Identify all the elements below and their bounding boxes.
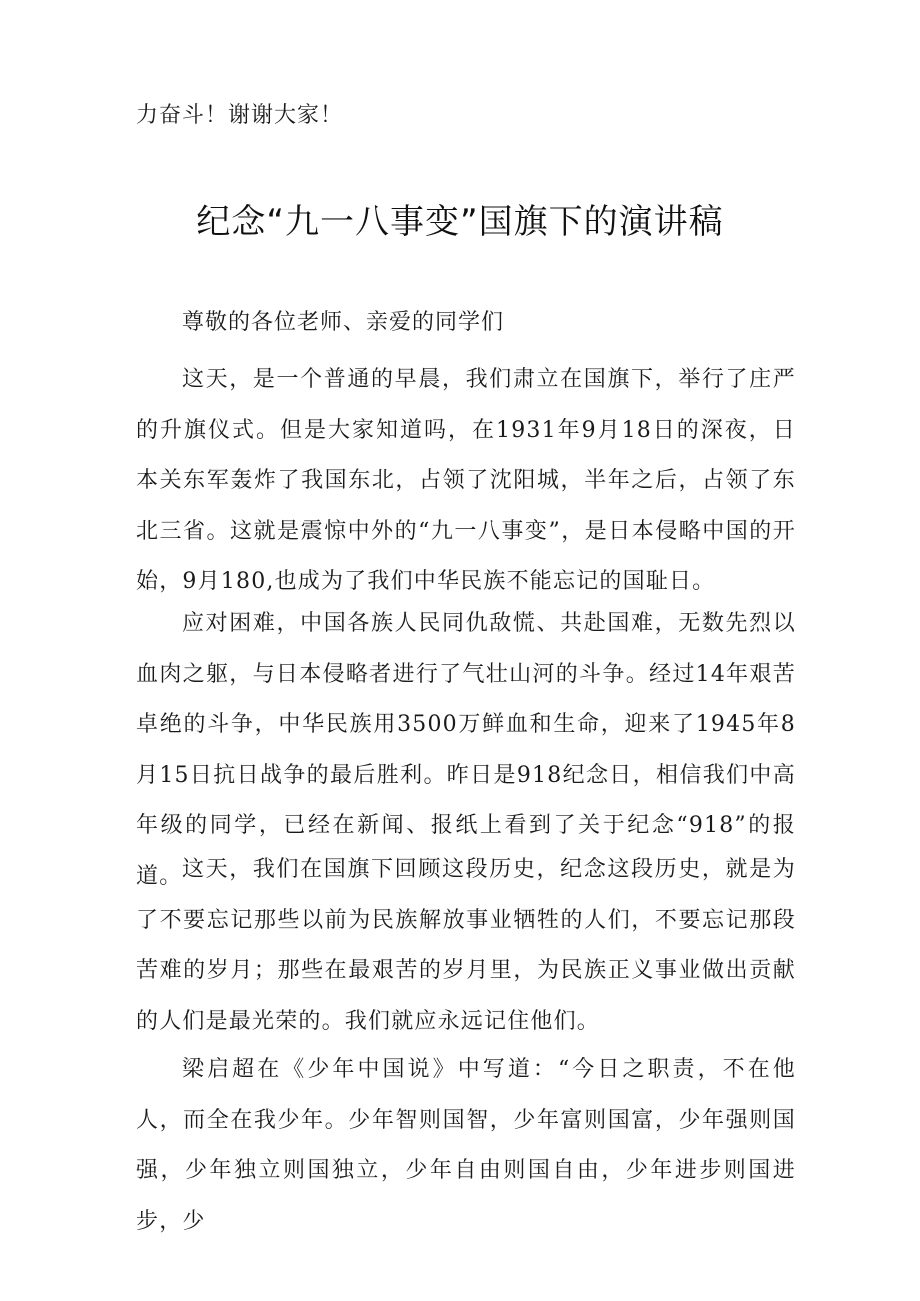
salutation: 尊敬的各位老师、亲爱的同学们: [182, 310, 505, 335]
paragraph: 这天，我们在国旗下回顾这段历史，纪念这段历史，就是为了不要忘记那些以前为民族解放事业牺牲的人们，不要忘记那段苦难的岁月；那些在最艰苦的岁月里，为民族正义事业做出贡献的人们是最光荣的。我们就应永远记住他们。: [136, 857, 796, 1034]
paragraph: 梁启超在《少年中国说》中写道：“今日之职责，不在他人，而全在我少年。少年智则国智，少年富则国富，少年强则国强，少年独立则国独立，少年自由则国自由，少年进步则国进步，少: [136, 1057, 796, 1234]
paragraph: 应对困难，中国各族人民同仇敌慌、共赴国难，无数先烈以血肉之躯，与日本侵略者进行了气壮山河的斗争。经过14年艰苦卓绝的斗争，中华民族用3500万鲜血和生命，迎来了1945年8月15日抗日战争的最后胜利。昨日是918纪念日，相信我们中高年级的同学，已经在新闻、报纸上看到了关于纪念“918”的报道。: [136, 611, 796, 889]
closing-line: 力奋斗！谢谢大家！: [136, 103, 344, 128]
page-title: 纪念“九一八事变”国旗下的演讲稿: [196, 202, 724, 242]
paragraph: 这天，是一个普通的早晨，我们肃立在国旗下，举行了庄严的升旗仪式。但是大家知道吗，在1931年9月18日的深夜，日本关东军轰炸了我国东北，占领了沈阳城，半年之后，占领了东北三省。这就是震惊中外的“九一八事变”，是日本侵略中国的开始，9月180,也成为了我们中华民族不能忘记的国耻日。: [136, 367, 796, 594]
